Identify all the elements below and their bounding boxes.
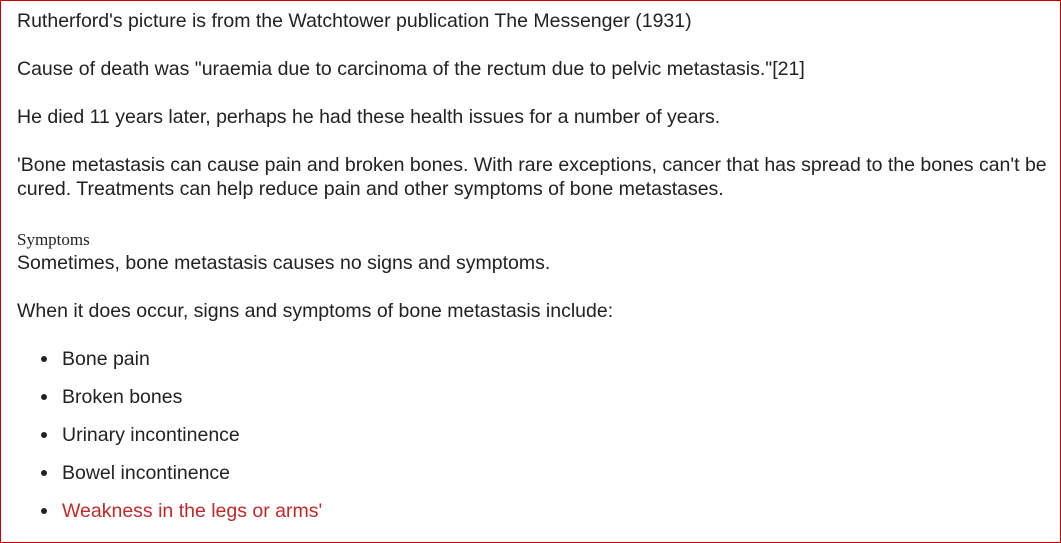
paragraph-symptoms-include: When it does occur, signs and symptoms of bone metastasis include:	[17, 300, 614, 322]
symptoms-heading: Symptoms	[17, 230, 90, 249]
list-item	[17, 347, 1054, 371]
list-item-text: Bone pain	[62, 348, 150, 370]
paragraph-died-later: He died 11 years later, perhaps he had these health issues for a number of years.	[17, 106, 721, 128]
bullet-icon	[41, 432, 47, 438]
paragraph-cause-of-death: Cause of death was "uraemia due to carcinoma of the rectum due to pelvic metastasis."[21]	[17, 58, 805, 80]
paragraph-no-symptoms: Sometimes, bone metastasis causes no signs and symptoms.	[17, 252, 551, 274]
list-item-text: Urinary incontinence	[62, 424, 240, 446]
list-item	[17, 385, 1054, 409]
list-item	[17, 423, 1054, 447]
paragraph-rutherford-picture: Rutherford's picture is from the Watchtower publication The Messenger (1931)	[17, 10, 692, 32]
list-item-text: Bowel incontinence	[62, 462, 231, 484]
symptom-list	[17, 347, 1054, 523]
list-item	[17, 461, 1054, 485]
bullet-icon	[41, 508, 47, 514]
bullet-icon	[41, 470, 47, 476]
bullet-icon	[41, 394, 47, 400]
bullet-icon	[41, 356, 47, 362]
paragraph-bone-metastasis: 'Bone metastasis can cause pain and broken bones. With rare exceptions, cancer that has spread to the bones can't be cured. Treatments can help reduce pain and other symptoms of bone metastases.	[17, 154, 1047, 200]
list-item	[17, 499, 1054, 523]
list-item-text: Weakness in the legs or arms'	[62, 500, 323, 522]
list-item-text: Broken bones	[62, 386, 183, 408]
